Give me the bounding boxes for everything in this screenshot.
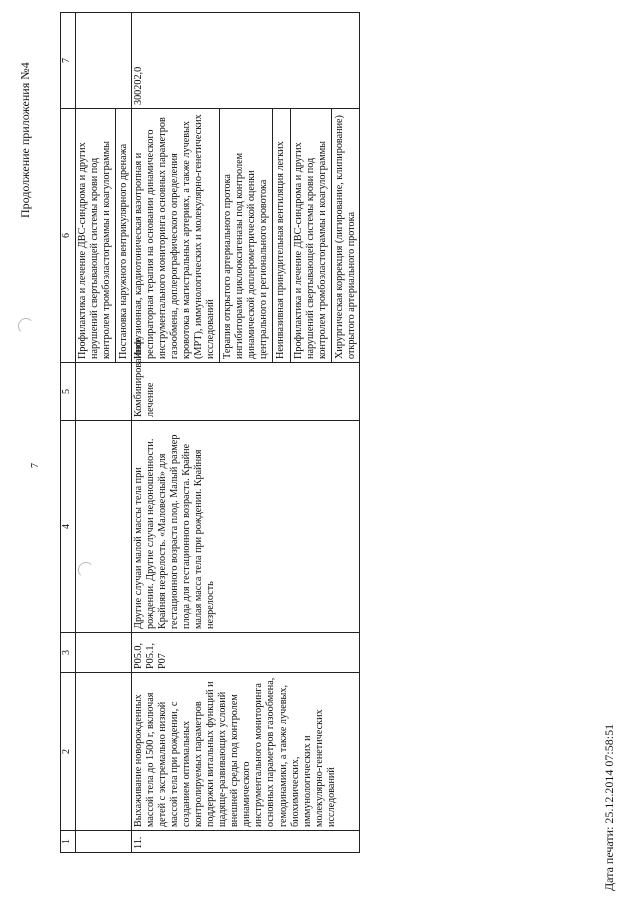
col-number: 4 xyxy=(61,421,76,633)
scan-mark-icon xyxy=(78,562,94,578)
col-number: 6 xyxy=(61,109,76,363)
col-number: 1 xyxy=(61,831,76,853)
col-number: 7 xyxy=(61,13,76,109)
col-number: 2 xyxy=(61,673,76,831)
scan-mark-icon xyxy=(18,318,34,334)
appendix-header: Продолжение приложения №4 xyxy=(18,62,32,218)
page-number: 7 xyxy=(30,463,41,468)
method-item: Инфузионная, кардиотоническая вазотропная и респираторная терапия на основании динамического инструментального мониторинга основных параметров газообмена, доплерографического определения кровотока в магистральных артериях, а также лучевых (МРТ), иммунологических и молекулярно-генетических исследований xyxy=(133,114,217,359)
patient-model: Другие случаи малой массы тела при рождении. Другие случаи недоношенности. Крайняя незрелость. «Маловесный» для гестационного возраста плод. Малый размер плода для гестационного возраста. Крайне малая масса тела при рождении. Крайняя незрелость xyxy=(132,421,360,633)
row-number: 11. xyxy=(132,831,360,853)
col-number: 5 xyxy=(61,363,76,421)
methods-cell xyxy=(132,109,360,363)
cost-value: 300202,0 xyxy=(132,13,360,109)
method-item: Постановка наружного вентрикулярного дренажа xyxy=(115,109,130,362)
treatment-type: Комбинированное лечение xyxy=(132,363,360,421)
column-number-row xyxy=(61,13,76,853)
method-item: Хирургическая коррекция (лигирование, клипирование) открытого артериального протока xyxy=(331,109,358,362)
method-item: Терапия открытого артериального протока ингибиторами циклооксигеназы под контролем динамической доплерометрической оценки центрального и регионального кровотока xyxy=(219,109,270,362)
procedure-name: Выхаживание новорожденных массой тела до 1500 г, включая детей с экстремально низкой массой тела при рождении, с созданием оптимальных контролируемых параметров поддержки витальных функций и щадяще-развивающих условий внешней среды под контролем динамического инструментального мониторинга основных параметров газообмена, гемодинамики, а также лучевых, биохимических, иммунологических и молекулярно-генетических исследований xyxy=(132,673,360,831)
method-item: Неинвазивная принудительная вентиляция легких xyxy=(272,109,287,362)
print-date: Дата печати: 25.12.2014 07:58:51 xyxy=(602,723,616,891)
continuation-row xyxy=(76,13,132,853)
method-item: Профилактика и лечение ДВС-синдрома и других нарушений свертывающей системы крови под контролем тромбоэластограммы и коагулограммы xyxy=(290,109,329,362)
col-number: 3 xyxy=(61,633,76,673)
procedures-table xyxy=(60,12,360,853)
icd-codes: P05.0, P05.1, P07 xyxy=(132,633,360,673)
prev-methods-cell xyxy=(76,109,132,363)
method-item: Профилактика и лечение ДВС-синдрома и других нарушений свертывающей системы крови под контролем тромбоэластограммы и коагулограммы xyxy=(77,140,113,359)
table-row xyxy=(132,13,360,853)
